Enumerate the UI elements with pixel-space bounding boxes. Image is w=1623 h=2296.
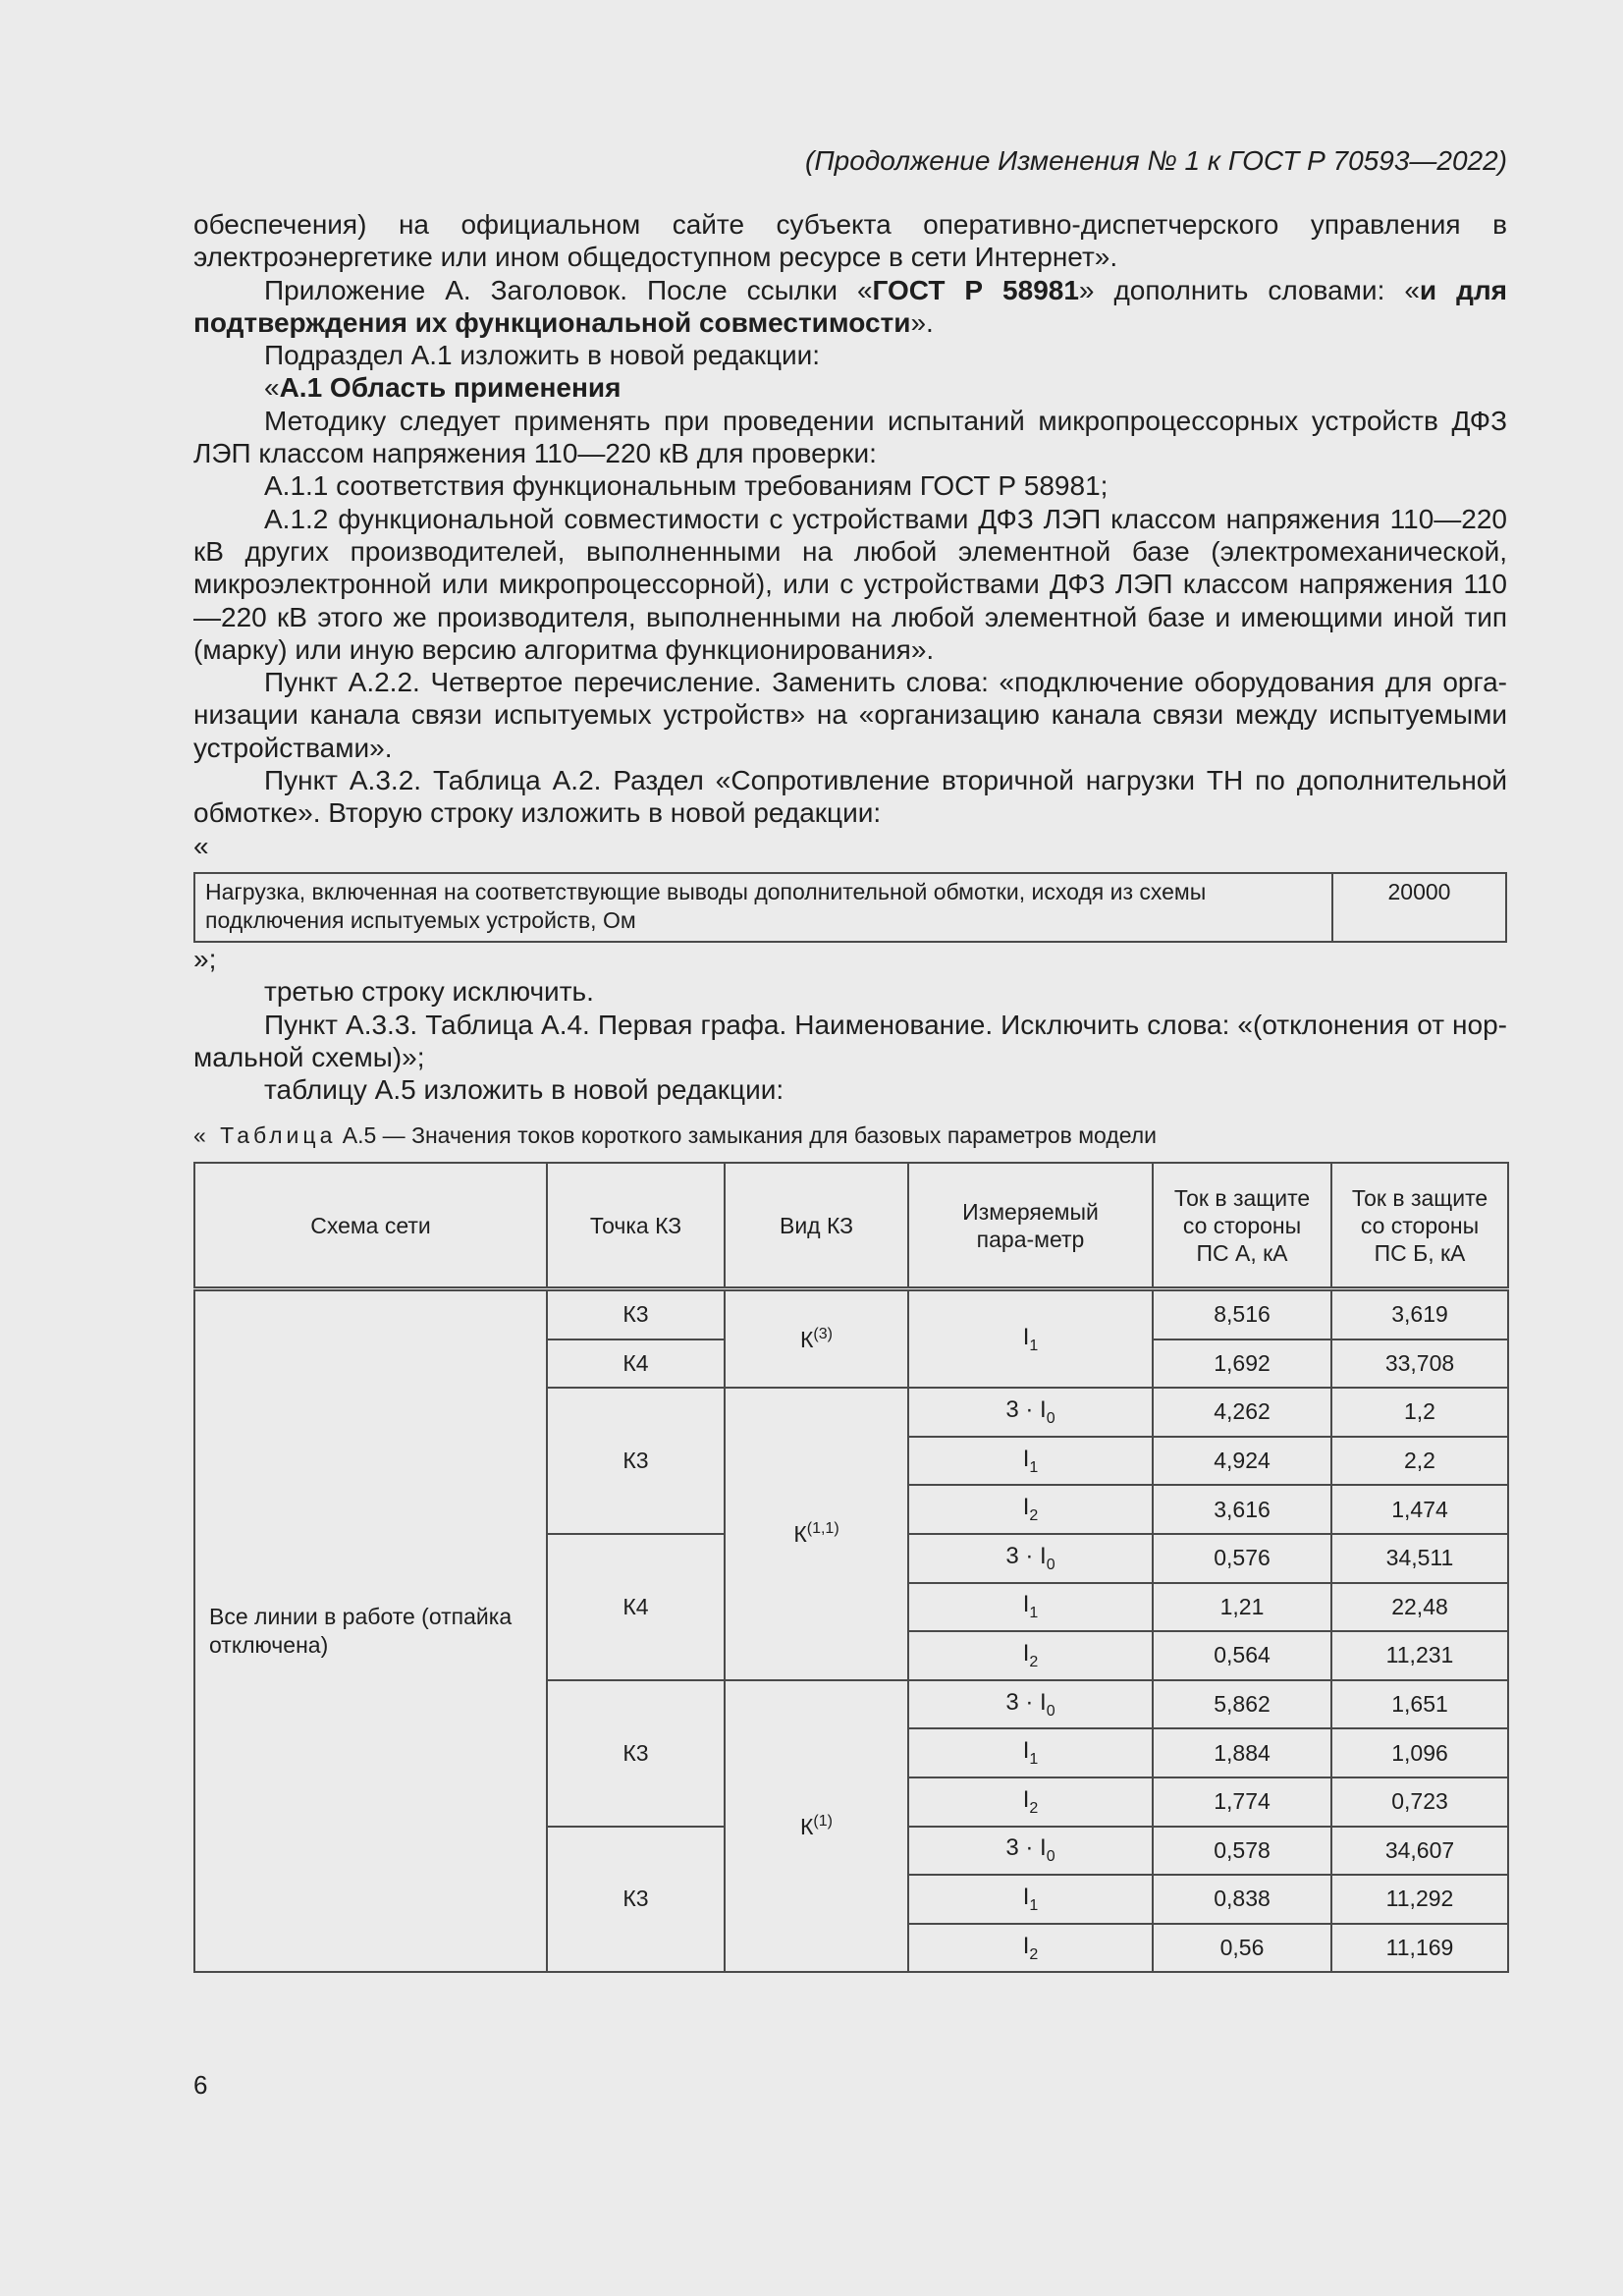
caption-text: А.5 — Значения токов короткого замыкания для базовых параметров модели bbox=[336, 1122, 1158, 1148]
param-symbol: I bbox=[1040, 1688, 1047, 1716]
page-number: 6 bbox=[193, 2070, 208, 2100]
param-subscript: 1 bbox=[1029, 1458, 1039, 1476]
table-cell-point: К4 bbox=[547, 1534, 725, 1680]
param-symbol: I bbox=[1022, 1639, 1030, 1667]
caption-prefix: « Таблица bbox=[193, 1122, 337, 1148]
table-header-row bbox=[194, 1163, 1508, 1289]
close-quote: »; bbox=[193, 943, 217, 974]
param-symbol: I bbox=[1022, 1883, 1030, 1910]
paragraph: Пункт А.3.2. Таблица А.2. Раздел «Сопротивление вторичной нагрузки ТН по дополнительной обмотке». Вторую строку изложить в новой редакции: bbox=[193, 765, 1507, 829]
table-cell-kind bbox=[725, 1289, 908, 1389]
param-symbol: I bbox=[1040, 1395, 1047, 1423]
table-cell-b: 1,651 bbox=[1331, 1680, 1508, 1729]
table-cell-b: 3,619 bbox=[1331, 1289, 1508, 1339]
table-cell-a: 4,924 bbox=[1153, 1437, 1331, 1486]
table-cell-param bbox=[908, 1924, 1153, 1973]
param-prefix: 3 · bbox=[1005, 1834, 1041, 1862]
paragraph: Методику следует применять при проведении испытаний микропроцессорных устройств ДФЗ ЛЭП классом напряжения 110—220 кВ для проверки: bbox=[193, 405, 1507, 469]
paragraph: Пункт А.3.3. Таблица А.4. Первая графа. Наименование. Исключить слова: «(отклонения от нормальной схемы)»; bbox=[193, 1009, 1507, 1072]
table-a5 bbox=[193, 1162, 1509, 1973]
kind-sup: (3) bbox=[813, 1325, 833, 1342]
param-prefix: 3 · bbox=[1005, 1688, 1041, 1716]
table-cell-point: К3 bbox=[547, 1388, 725, 1534]
param-symbol: I bbox=[1022, 1494, 1030, 1521]
param-symbol: I bbox=[1022, 1591, 1030, 1618]
column-header: Схема сети bbox=[194, 1163, 547, 1289]
table-cell-point: К3 bbox=[547, 1827, 725, 1973]
param-subscript: 2 bbox=[1029, 1653, 1039, 1670]
paragraph: таблицу А.5 изложить в новой редакции: bbox=[264, 1074, 784, 1106]
table-cell-param bbox=[908, 1777, 1153, 1827]
param-subscript: 0 bbox=[1046, 1556, 1055, 1573]
param-subscript: 0 bbox=[1046, 1702, 1055, 1720]
table-cell-a: 1,774 bbox=[1153, 1777, 1331, 1827]
kind-base: К bbox=[793, 1520, 807, 1547]
table-cell-a: 0,564 bbox=[1153, 1631, 1331, 1680]
table-cell-param bbox=[908, 1485, 1153, 1534]
table-cell-b: 33,708 bbox=[1331, 1339, 1508, 1389]
table-cell-b: 34,511 bbox=[1331, 1534, 1508, 1583]
table-cell-b: 11,231 bbox=[1331, 1631, 1508, 1680]
running-header: (Продолжение Изменения № 1 к ГОСТ Р 70593—2022) bbox=[805, 145, 1507, 176]
paragraph: третью строку исключить. bbox=[264, 976, 594, 1008]
param-symbol: I bbox=[1022, 1932, 1030, 1959]
table-cell: Нагрузка, включенная на соответствующие выводы дополнительной обмотки, исходя из схемы подключения испытуемых устройств, Ом bbox=[194, 873, 1332, 942]
table-cell-param bbox=[908, 1827, 1153, 1876]
table-caption bbox=[193, 1121, 1157, 1149]
paragraph: А.1.1 соответствия функциональным требованиям ГОСТ Р 58981; bbox=[264, 470, 1109, 502]
param-subscript: 1 bbox=[1029, 1751, 1039, 1769]
text-run-bold: и для подтверждения их функциональной совместимости bbox=[193, 274, 1507, 338]
table-cell-a: 4,262 bbox=[1153, 1388, 1331, 1437]
param-symbol: I bbox=[1022, 1785, 1030, 1813]
table-cell-b: 22,48 bbox=[1331, 1583, 1508, 1632]
table-cell-b: 1,096 bbox=[1331, 1728, 1508, 1777]
table-cell-b: 0,723 bbox=[1331, 1777, 1508, 1827]
table-cell-param bbox=[908, 1534, 1153, 1583]
table-a2-row bbox=[193, 872, 1507, 943]
param-subscript: 2 bbox=[1029, 1507, 1039, 1525]
text-run: » дополнить словами: « bbox=[1078, 274, 1420, 305]
param-symbol: I bbox=[1022, 1445, 1030, 1472]
open-quote: « bbox=[193, 830, 209, 861]
table-cell-a: 1,21 bbox=[1153, 1583, 1331, 1632]
kind-sup: (1) bbox=[813, 1812, 833, 1830]
table-cell-a: 5,862 bbox=[1153, 1680, 1331, 1729]
kind-base: К bbox=[800, 1813, 814, 1839]
param-symbol: I bbox=[1022, 1737, 1030, 1765]
column-header: Ток в защите со стороны ПС Б, кА bbox=[1331, 1163, 1508, 1289]
param-subscript: 1 bbox=[1029, 1337, 1039, 1354]
text-run: « bbox=[264, 372, 280, 404]
table-row bbox=[194, 873, 1506, 942]
table-cell-param bbox=[908, 1388, 1153, 1437]
table-cell-param bbox=[908, 1875, 1153, 1924]
text-run-bold: А.1 Область применения bbox=[279, 372, 622, 404]
param-symbol: I bbox=[1040, 1542, 1047, 1569]
table-cell-param bbox=[908, 1437, 1153, 1486]
table-cell-net: Все линии в работе (отпайка отключена) bbox=[194, 1289, 547, 1973]
kind-sup: (1,1) bbox=[806, 1519, 839, 1537]
param-subscript: 1 bbox=[1029, 1605, 1039, 1622]
column-header: Ток в защите со стороны ПС А, кА bbox=[1153, 1163, 1331, 1289]
table-cell-a: 0,578 bbox=[1153, 1827, 1331, 1876]
text-run: Приложение А. Заголовок. После ссылки « bbox=[264, 274, 873, 305]
column-header: Точка КЗ bbox=[547, 1163, 725, 1289]
paragraph bbox=[193, 274, 1507, 340]
param-subscript: 2 bbox=[1029, 1945, 1039, 1963]
table-row bbox=[194, 1289, 1508, 1339]
table-cell-a: 1,692 bbox=[1153, 1339, 1331, 1389]
paragraph: Подраздел А.1 изложить в новой редакции: bbox=[264, 340, 821, 371]
param-symbol: I bbox=[1022, 1323, 1030, 1350]
table-cell-param bbox=[908, 1583, 1153, 1632]
param-symbol: I bbox=[1040, 1834, 1047, 1862]
table-cell-b: 2,2 bbox=[1331, 1437, 1508, 1486]
table-cell-param bbox=[908, 1680, 1153, 1729]
table-cell-a: 0,576 bbox=[1153, 1534, 1331, 1583]
param-subscript: 2 bbox=[1029, 1799, 1039, 1817]
table-cell-a: 3,616 bbox=[1153, 1485, 1331, 1534]
param-subscript: 0 bbox=[1046, 1409, 1055, 1427]
table-cell-point: К3 bbox=[547, 1680, 725, 1827]
param-subscript: 0 bbox=[1046, 1848, 1055, 1866]
param-subscript: 1 bbox=[1029, 1896, 1039, 1914]
paragraph: обеспечения) на официальном сайте субъекта оперативно-диспетчерского управления в электроэнергетике или ином общедоступном ресурсе в сети Интернет». bbox=[193, 209, 1507, 273]
table-cell-b: 11,292 bbox=[1331, 1875, 1508, 1924]
table-cell-b: 34,607 bbox=[1331, 1827, 1508, 1876]
column-header: Измеряемый пара-метр bbox=[908, 1163, 1153, 1289]
table-cell-a: 8,516 bbox=[1153, 1289, 1331, 1339]
kind-base: К bbox=[800, 1326, 814, 1352]
table-cell-b: 1,474 bbox=[1331, 1485, 1508, 1534]
table-cell-param bbox=[908, 1289, 1153, 1389]
table-cell-a: 0,56 bbox=[1153, 1924, 1331, 1973]
table-cell-kind bbox=[725, 1388, 908, 1680]
table-cell-kind bbox=[725, 1680, 908, 1973]
table-cell-point: К4 bbox=[547, 1339, 725, 1389]
table-cell-a: 1,884 bbox=[1153, 1728, 1331, 1777]
text-run-bold: ГОСТ Р 58981 bbox=[872, 274, 1079, 305]
section-heading bbox=[193, 371, 1507, 404]
table-cell-point: К3 bbox=[547, 1289, 725, 1339]
table-cell-a: 0,838 bbox=[1153, 1875, 1331, 1924]
text-run: ». bbox=[910, 306, 934, 338]
table-cell-param bbox=[908, 1728, 1153, 1777]
param-prefix: 3 · bbox=[1005, 1542, 1041, 1569]
table-cell-param bbox=[908, 1631, 1153, 1680]
paragraph: А.1.2 функциональной совместимости с устройствами ДФЗ ЛЭП классом напряжения 110—220 кВ других производителей, выполненными на любой элементной базе (электромеханической, микроэлектронной или микропроцессорной), или с устройствами ДФЗ ЛЭП классом напряжения 110—220 кВ этого же производителя, выполненными на любой элементной базе и имеющими иной тип (марку) или иную версию алгоритма функционирования». bbox=[193, 503, 1507, 665]
table-cell-b: 11,169 bbox=[1331, 1924, 1508, 1973]
table-cell: 20000 bbox=[1332, 873, 1506, 942]
document-body bbox=[193, 208, 1507, 1106]
column-header: Вид КЗ bbox=[725, 1163, 908, 1289]
param-prefix: 3 · bbox=[1005, 1395, 1041, 1423]
table-cell-b: 1,2 bbox=[1331, 1388, 1508, 1437]
paragraph: Пункт А.2.2. Четвертое перечисление. Заменить слова: «подключение оборудования для организации канала связи испытуемых устройств» на «организацию канала связи между испытуемыми устройствами». bbox=[193, 667, 1507, 763]
